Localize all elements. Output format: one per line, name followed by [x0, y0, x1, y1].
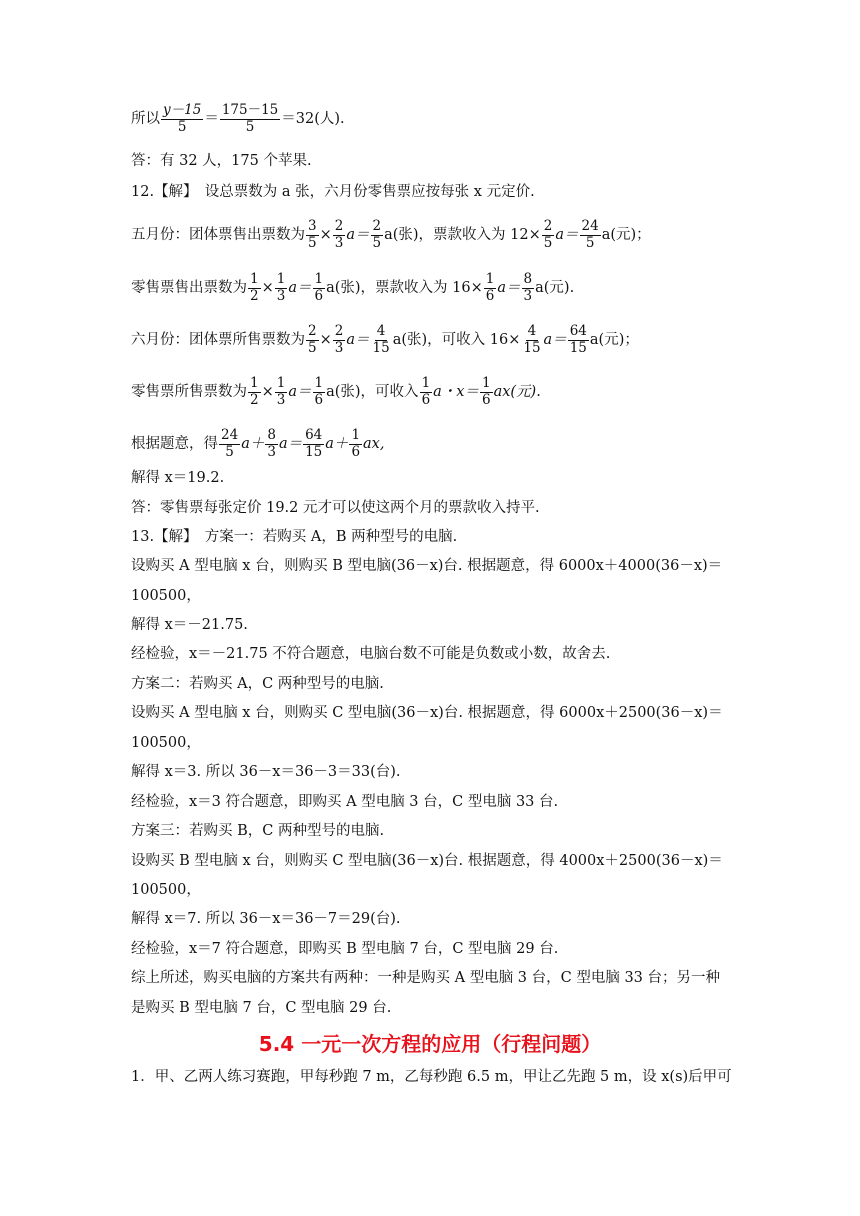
section-heading: 5.4 一元一次方程的应用（行程问题）: [258, 1032, 602, 1056]
fraction: $\frac{24}{5}$: [221, 427, 239, 460]
fraction: $\frac{1}{3}$: [276, 271, 286, 304]
fraction: $\frac{175-15}{5}$: [221, 102, 279, 135]
fraction: $\frac{4}{15}$: [372, 323, 390, 356]
fraction: $\frac{1}{2}$: [250, 375, 259, 408]
text: 所以: [131, 111, 160, 127]
text-line: 设购买 A 型电脑 x 台，则购买 B 型电脑(36－x)台. 根据题意，得 6000x＋4000(36－x)＝: [131, 558, 723, 574]
text-line: 解得 x＝3. 所以 36－x＝36－3＝33(台).: [131, 764, 401, 780]
fraction: $\frac{8}{3}$: [267, 427, 276, 460]
problem-line: 1．甲、乙两人练习赛跑，甲每秒跑 7 m，乙每秒跑 6.5 m，甲让乙先跑 5 m，设 x(s)后甲可: [131, 1069, 732, 1085]
equation-line: 根据题意，得 $\frac{24}{5}$ a＋ $\frac{8}{3}$ a＝ $\frac{64}{15}$ a＋ $\frac{1}{6}$ ax,: [131, 427, 385, 460]
fraction: $\frac{2}{3}$: [334, 218, 344, 251]
fraction: $\frac{2}{5}$: [543, 218, 553, 251]
fraction: $\frac{2}{5}$: [308, 323, 317, 356]
fraction: $\frac{3}{5}$: [308, 218, 317, 251]
fraction: $\frac{24}{5}$: [581, 218, 599, 251]
text-line: 设购买 A 型电脑 x 台，则购买 C 型电脑(36－x)台. 根据题意，得 6000x＋2500(36－x)＝: [131, 705, 723, 721]
text-line: 方案三：若购买 B，C 两种型号的电脑.: [131, 823, 385, 839]
problem-heading: 13.【解】 方案一：若购买 A，B 两种型号的电脑.: [131, 529, 458, 545]
text-line: 解得 x＝－21.75.: [131, 617, 248, 633]
equation-line: 零售票所售票数为 $\frac{1}{2}$ × $\frac{1}{3}$ a＝ $\frac{1}{6}$ a(张)，可收入 $\frac{1}{6}$ a・x＝ $\frac{1}{6}$ ax(元).: [131, 375, 541, 408]
text-line: 经检验，x＝－21.75 不符合题意，电脑台数不可能是负数或小数，故舍去.: [131, 646, 611, 662]
equation-line: 六月份：团体票所售票数为 $\frac{2}{5}$ × $\frac{2}{3}$ a＝ $\frac{4}{15}$ a(张)，可收入 16× $\frac{4}{15}$ a＝ $\frac{64}{15}$ a(元)；: [131, 323, 639, 356]
fraction: $\frac{1}{2}$: [250, 271, 259, 304]
equation-line: 所以 $\frac{y-15}{5}$ ＝ $\frac{175-15}{5}$ ＝32(人).: [131, 102, 345, 135]
answer-line: 答：零售票每张定价 19.2 元才可以使这两个月的票款收入持平.: [131, 500, 540, 516]
text-line: 方案二：若购买 A，C 两种型号的电脑.: [131, 676, 384, 692]
text-line: 100500，: [131, 588, 201, 604]
fraction: $\frac{8}{3}$: [523, 271, 533, 304]
fraction: $\frac{64}{15}$: [305, 427, 323, 460]
fraction: $\frac{1}{6}$: [485, 271, 495, 304]
answer-line: 答：有 32 人，175 个苹果.: [131, 153, 312, 169]
problem-heading: 12.【解】 设总票数为 a 张，六月份零售票应按每张 x 元定价.: [131, 184, 535, 200]
text-line: 100500，: [131, 735, 201, 751]
text-line: 经检验，x＝7 符合题意，即购买 B 型电脑 7 台，C 型电脑 29 台.: [131, 941, 559, 957]
fraction: $\frac{2}{3}$: [334, 323, 344, 356]
text-line: 解得 x＝7. 所以 36－x＝36－7＝29(台).: [131, 911, 401, 927]
fraction: $\frac{1}{6}$: [481, 375, 491, 408]
fraction: $\frac{4}{15}$: [523, 323, 541, 356]
solution-line: 解得 x＝19.2.: [131, 470, 225, 486]
text-line: 综上所述，购买电脑的方案共有两种：一种是购买 A 型电脑 3 台，C 型电脑 33 台；另一种: [131, 970, 721, 986]
text-line: 设购买 B 型电脑 x 台，则购买 C 型电脑(36－x)台. 根据题意，得 4000x＋2500(36－x)＝: [131, 853, 723, 869]
text-line: 是购买 B 型电脑 7 台，C 型电脑 29 台.: [131, 1000, 392, 1016]
fraction: $\frac{64}{15}$: [569, 323, 587, 356]
fraction: $\frac{y-15}{5}$: [163, 102, 202, 135]
fraction: $\frac{1}{6}$: [314, 271, 324, 304]
fraction: $\frac{2}{5}$: [372, 218, 382, 251]
fraction: $\frac{1}{6}$: [421, 375, 431, 408]
fraction: $\frac{1}{6}$: [351, 427, 361, 460]
equation-line: 零售票售出票数为 $\frac{1}{2}$ × $\frac{1}{3}$ a＝ $\frac{1}{6}$ a(张)，票款收入为 16× $\frac{1}{6}$ a＝ $\frac{8}{3}$ a(元).: [131, 271, 575, 304]
fraction: $\frac{1}{3}$: [276, 375, 286, 408]
text-line: 100500，: [131, 882, 201, 898]
equation-line: 五月份：团体票售出票数为 $\frac{3}{5}$ × $\frac{2}{3}$ a＝ $\frac{2}{5}$ a(张)，票款收入为 12× $\frac{2}{5}$ a＝ $\frac{24}{5}$ a(元)；: [131, 218, 651, 251]
fraction: $\frac{1}{6}$: [314, 375, 324, 408]
text-line: 经检验，x＝3 符合题意，即购买 A 型电脑 3 台，C 型电脑 33 台.: [131, 794, 559, 810]
